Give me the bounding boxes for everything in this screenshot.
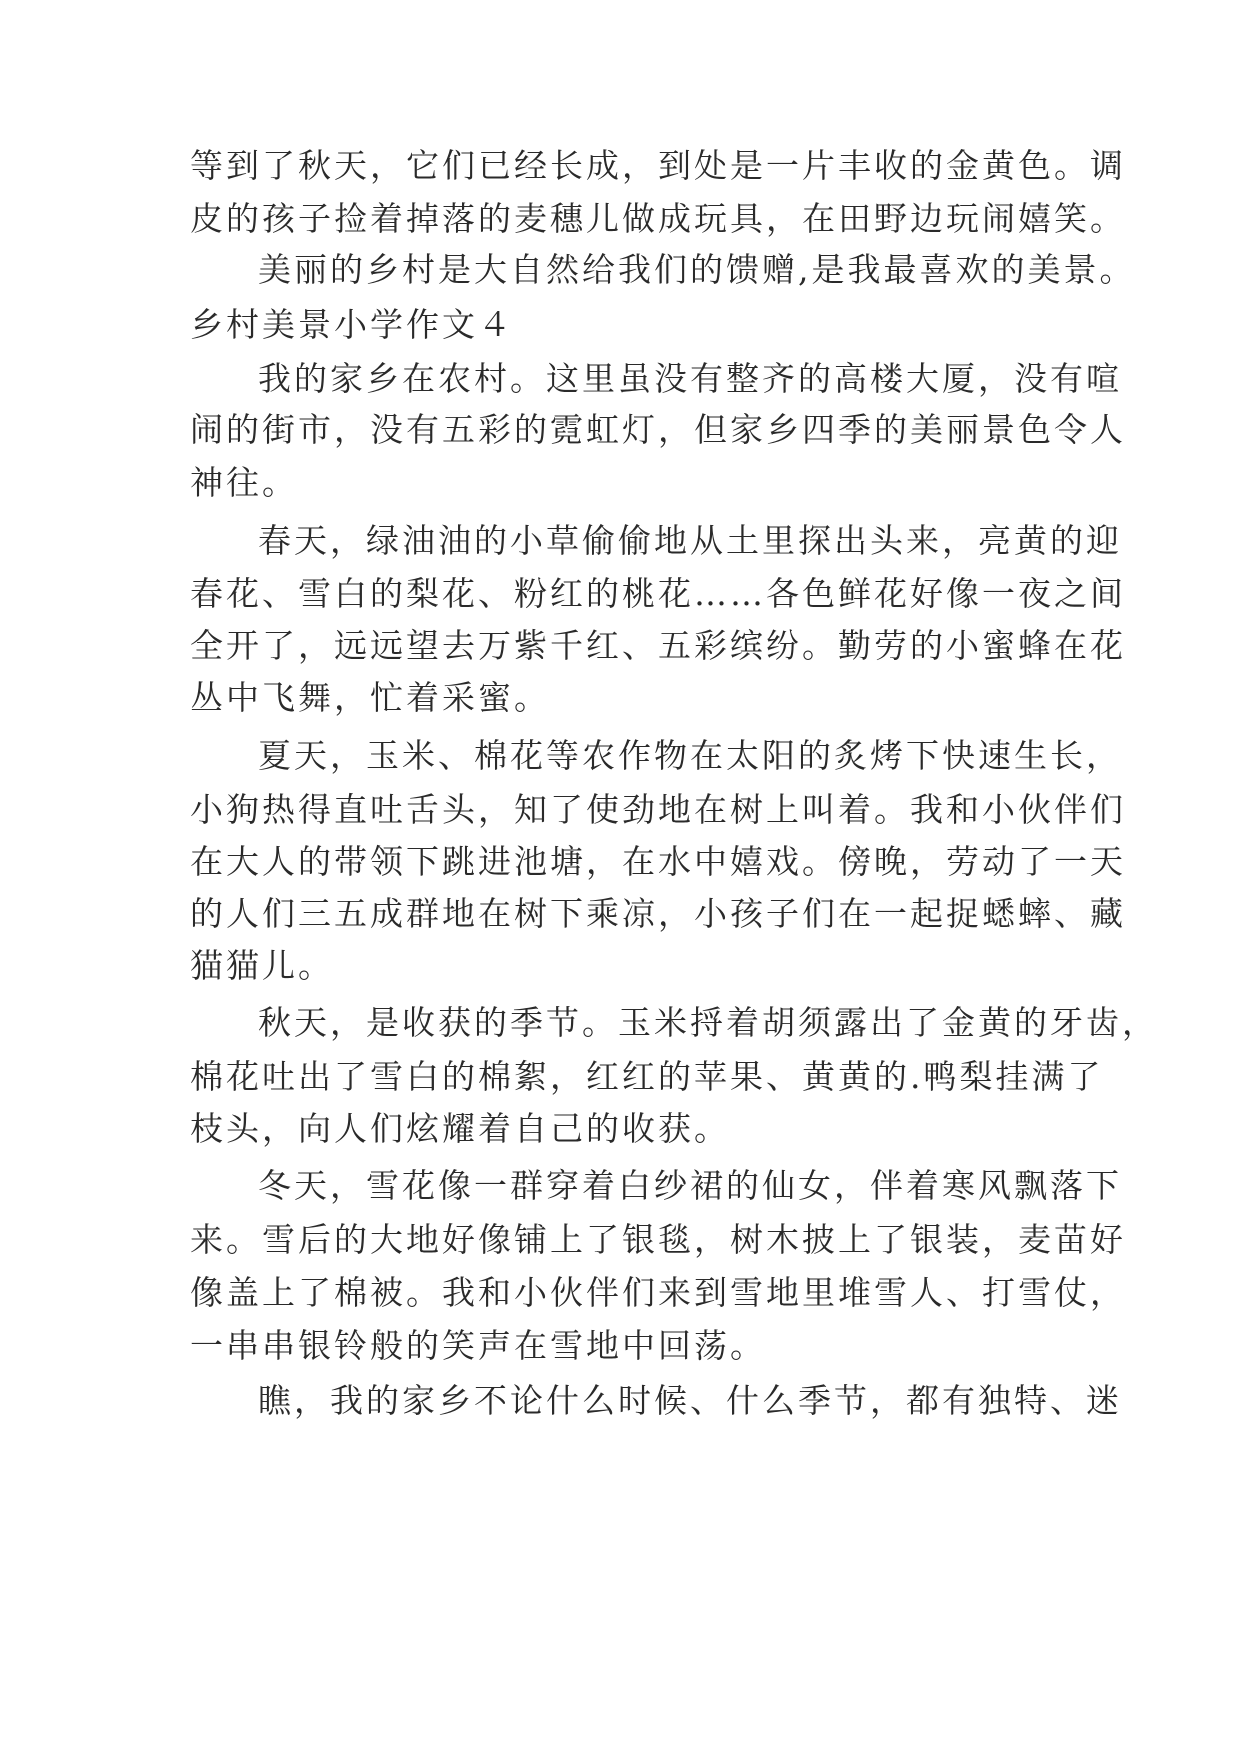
text-line: 美丽的乡村是大自然给我们的馈赠,是我最喜欢的美景。 bbox=[258, 250, 1136, 289]
text-line: 皮的孩子捡着掉落的麦穗儿做成玩具，在田野边玩闹嬉笑。 bbox=[190, 199, 1126, 238]
text-line: 丛中飞舞，忙着采蜜。 bbox=[190, 678, 550, 717]
text-line: 冬天，雪花像一群穿着白纱裙的仙女，伴着寒风飘落下 bbox=[258, 1166, 1122, 1205]
text-line: 在大人的带领下跳进池塘，在水中嬉戏。傍晚，劳动了一天 bbox=[190, 842, 1126, 881]
text-line: 棉花吐出了雪白的棉絮，红红的苹果、黄黄的.鸭梨挂满了 bbox=[190, 1057, 1104, 1096]
text-line: 一串串银铃般的笑声在雪地中回荡。 bbox=[190, 1326, 766, 1365]
text-line: 瞧，我的家乡不论什么时候、什么季节，都有独特、迷 bbox=[258, 1381, 1122, 1420]
text-line: 我的家乡在农村。这里虽没有整齐的高楼大厦，没有喧 bbox=[258, 359, 1122, 398]
text-line: 的人们三五成群地在树下乘凉，小孩子们在一起捉蟋蟀、藏 bbox=[190, 894, 1126, 933]
section-title: 乡村美景小学作文４ bbox=[190, 305, 514, 344]
text-line: 像盖上了棉被。我和小伙伴们来到雪地里堆雪人、打雪仗， bbox=[190, 1273, 1126, 1312]
text-line: 全开了，远远望去万紫千红、五彩缤纷。勤劳的小蜜蜂在花 bbox=[190, 626, 1126, 665]
text-line: 春天，绿油油的小草偷偷地从土里探出头来，亮黄的迎 bbox=[258, 521, 1122, 560]
text-line: 春花、雪白的梨花、粉红的桃花……各色鲜花好像一夜之间 bbox=[190, 574, 1126, 613]
text-line: 枝头，向人们炫耀着自己的收获。 bbox=[190, 1109, 730, 1148]
text-line: 神往。 bbox=[190, 463, 298, 502]
text-line: 秋天，是收获的季节。玉米捋着胡须露出了金黄的牙齿， bbox=[258, 1003, 1158, 1042]
text-line: 小狗热得直吐舌头，知了使劲地在树上叫着。我和小伙伴们 bbox=[190, 790, 1126, 829]
text-line: 闹的街市，没有五彩的霓虹灯，但家乡四季的美丽景色令人 bbox=[190, 410, 1126, 449]
text-line: 猫猫儿。 bbox=[190, 946, 334, 985]
text-line: 来。雪后的大地好像铺上了银毯，树木披上了银装，麦苗好 bbox=[190, 1220, 1126, 1259]
text-line: 夏天，玉米、棉花等农作物在太阳的炙烤下快速生长， bbox=[258, 736, 1122, 775]
text-line: 等到了秋天，它们已经长成，到处是一片丰收的金黄色。调 bbox=[190, 146, 1126, 185]
